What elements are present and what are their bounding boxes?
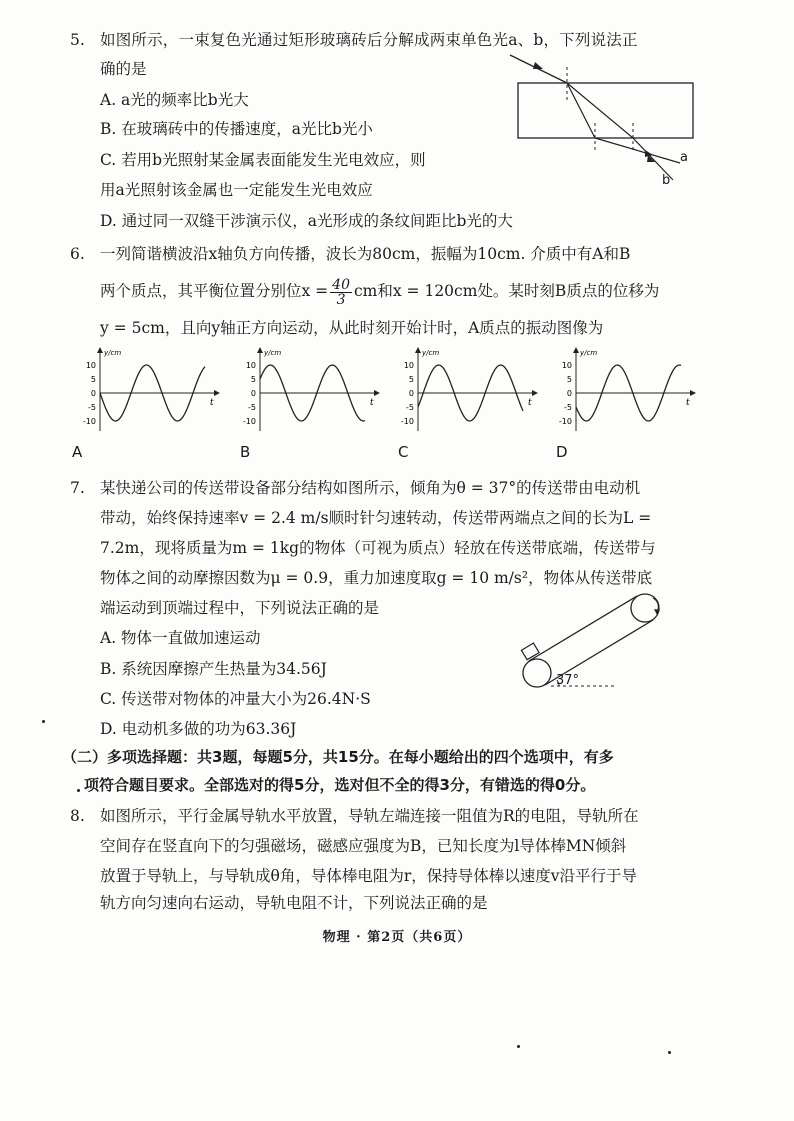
q6-graph-choice-label: D	[556, 443, 568, 461]
t-axis-arrow	[532, 390, 538, 396]
q6-line2	[100, 276, 659, 306]
q5-option-c2: 用a光照射该金属也一定能发生光电效应	[100, 181, 373, 199]
q5-label-b: b	[662, 173, 671, 188]
t-axis-label: t	[528, 398, 532, 408]
q6-line2-pre: 两个质点，其平衡位置分别位x =	[100, 282, 329, 300]
section2-header-line2: 项符合题目要求。全部选对的得5分，选对但不全的得3分，有错选的得0分。	[84, 776, 596, 794]
t-axis-arrow	[690, 390, 696, 396]
y-tick-label: 5	[250, 375, 256, 384]
q7-line3: 7.2m，现将质量为m = 1kg的物体（可视为质点）轻放在传送带底端，传送带与	[100, 539, 656, 557]
q6-graph-c	[390, 345, 540, 460]
q7-line5: 端运动到顶端过程中，下列说法正确的是	[100, 599, 380, 617]
q8-number: 8.	[70, 807, 85, 825]
q6-graph-choice-label: B	[240, 443, 251, 461]
q7-conveyor-figure	[515, 588, 675, 698]
q6-graph-b	[232, 345, 382, 460]
q6-graph-d	[548, 345, 698, 460]
t-axis-label: t	[210, 398, 214, 408]
y-tick-label: -10	[82, 417, 96, 426]
q7-line2: 带动，始终保持速率v = 2.4 m/s顺时针匀速转动，传送带两端点之间的长为L =	[100, 509, 652, 527]
t-axis-label: t	[686, 398, 690, 408]
q6-graph-choice-label: A	[72, 443, 83, 461]
y-tick-label: 0	[408, 389, 414, 398]
page-footer: 物理 · 第2页（共6页）	[322, 930, 472, 945]
q7-option-c: C. 传送带对物体的冲量大小为26.4N·S	[100, 690, 371, 708]
y-axis-arrow	[573, 347, 579, 353]
q7-angle-label: 37°	[556, 673, 580, 688]
scan-speck	[42, 720, 45, 723]
scan-speck	[77, 789, 80, 792]
y-tick-label: 0	[250, 389, 256, 398]
y-axis-label: y/cm	[580, 349, 598, 357]
t-axis-arrow	[214, 390, 220, 396]
q6-frac-den: 3	[336, 291, 346, 308]
q5-option-d: D. 通过同一双缝干涉演示仪，a光形成的条纹间距比b光的大	[100, 212, 513, 230]
q6-graph-a	[72, 345, 222, 460]
q7-line4: 物体之间的动摩擦因数为μ = 0.9，重力加速度取g = 10 m/s²，物体从传送带底	[100, 569, 653, 587]
q6-graph-choice-label: C	[398, 443, 409, 461]
q7-line1: 某快递公司的传送带设备部分结构如图所示，倾角为θ = 37°的传送带由电动机	[100, 479, 641, 497]
y-axis-arrow	[415, 347, 421, 353]
q6-line1: 一列简谐横波沿x轴负方向传播，波长为80cm，振幅为10cm. 介质中有A和B	[100, 245, 631, 263]
q7-number: 7.	[70, 479, 85, 497]
q5-option-b: B. 在玻璃砖中的传播速度，a光比b光小	[100, 120, 373, 138]
y-tick-label: 0	[90, 389, 96, 398]
y-tick-label: -10	[242, 417, 256, 426]
q5-glass-brick-figure	[505, 45, 715, 195]
q8-line3: 放置于导轨上，与导轨成θ角，导体棒电阻为r，保持导体棒以速度v沿平行于导	[100, 867, 638, 885]
y-tick-label: 0	[566, 389, 572, 398]
q7-option-a: A. 物体一直做加速运动	[100, 629, 261, 647]
q6-graph-svg	[390, 345, 540, 435]
y-tick-label: 5	[566, 375, 572, 384]
q8-line4: 轨方向匀速向右运动，导轨电阻不计，下列说法正确的是	[100, 894, 488, 912]
q5-stem-line2: 确的是	[100, 60, 147, 78]
y-axis-arrow	[97, 347, 103, 353]
q7-option-b: B. 系统因摩擦产生热量为34.56J	[100, 660, 327, 678]
y-tick-label: 10	[245, 361, 256, 370]
q6-frac-num: 40	[332, 276, 350, 293]
y-tick-label: -5	[406, 403, 414, 412]
y-tick-label: -10	[558, 417, 572, 426]
y-tick-label: 10	[561, 361, 572, 370]
y-axis-label: y/cm	[104, 349, 122, 357]
y-tick-label: 10	[403, 361, 414, 370]
y-tick-label: 5	[408, 375, 414, 384]
y-tick-label: 5	[90, 375, 96, 384]
y-tick-label: -5	[564, 403, 572, 412]
y-tick-label: -10	[400, 417, 414, 426]
q6-line3: y = 5cm，且向y轴正方向运动，从此时刻开始计时，A质点的振动图像为	[100, 319, 604, 337]
q5-label-a: a	[680, 150, 688, 165]
scan-speck	[668, 1051, 671, 1054]
t-axis-arrow	[374, 390, 380, 396]
y-axis-arrow	[257, 347, 263, 353]
section2-header-line1: （二）多项选择题：共3题，每题5分，共15分。在每小题给出的四个选项中，有多	[62, 748, 614, 766]
q6-fraction	[330, 278, 352, 307]
q5-option-a: A. a光的频率比b光大	[100, 91, 249, 109]
q5-option-c1: C. 若用b光照射某金属表面能发生光电效应，则	[100, 151, 426, 169]
q6-graph-svg	[232, 345, 382, 435]
scan-speck	[517, 1045, 520, 1048]
y-tick-label: 10	[85, 361, 96, 370]
q6-number: 6.	[70, 245, 85, 263]
y-tick-label: -5	[248, 403, 256, 412]
q8-line1: 如图所示，平行金属导轨水平放置，导轨左端连接一阻值为R的电阻，导轨所在	[100, 807, 639, 825]
y-tick-label: -5	[88, 403, 96, 412]
q7-option-d: D. 电动机多做的功为63.36J	[100, 720, 297, 738]
q5-stem-line1: 如图所示，一束复色光通过矩形玻璃砖后分解成两束单色光a、b，下列说法正	[100, 31, 638, 49]
q6-line2-post: cm和x = 120cm处。某时刻B质点的位移为	[354, 282, 660, 300]
y-axis-label: y/cm	[422, 349, 440, 357]
q8-line2: 空间存在竖直向下的匀强磁场，磁感应强度为B，已知长度为l导体棒MN倾斜	[100, 837, 627, 855]
q6-graph-svg	[72, 345, 222, 435]
t-axis-label: t	[370, 398, 374, 408]
q5-number: 5.	[70, 31, 85, 49]
y-axis-label: y/cm	[264, 349, 282, 357]
q6-graph-svg	[548, 345, 698, 435]
